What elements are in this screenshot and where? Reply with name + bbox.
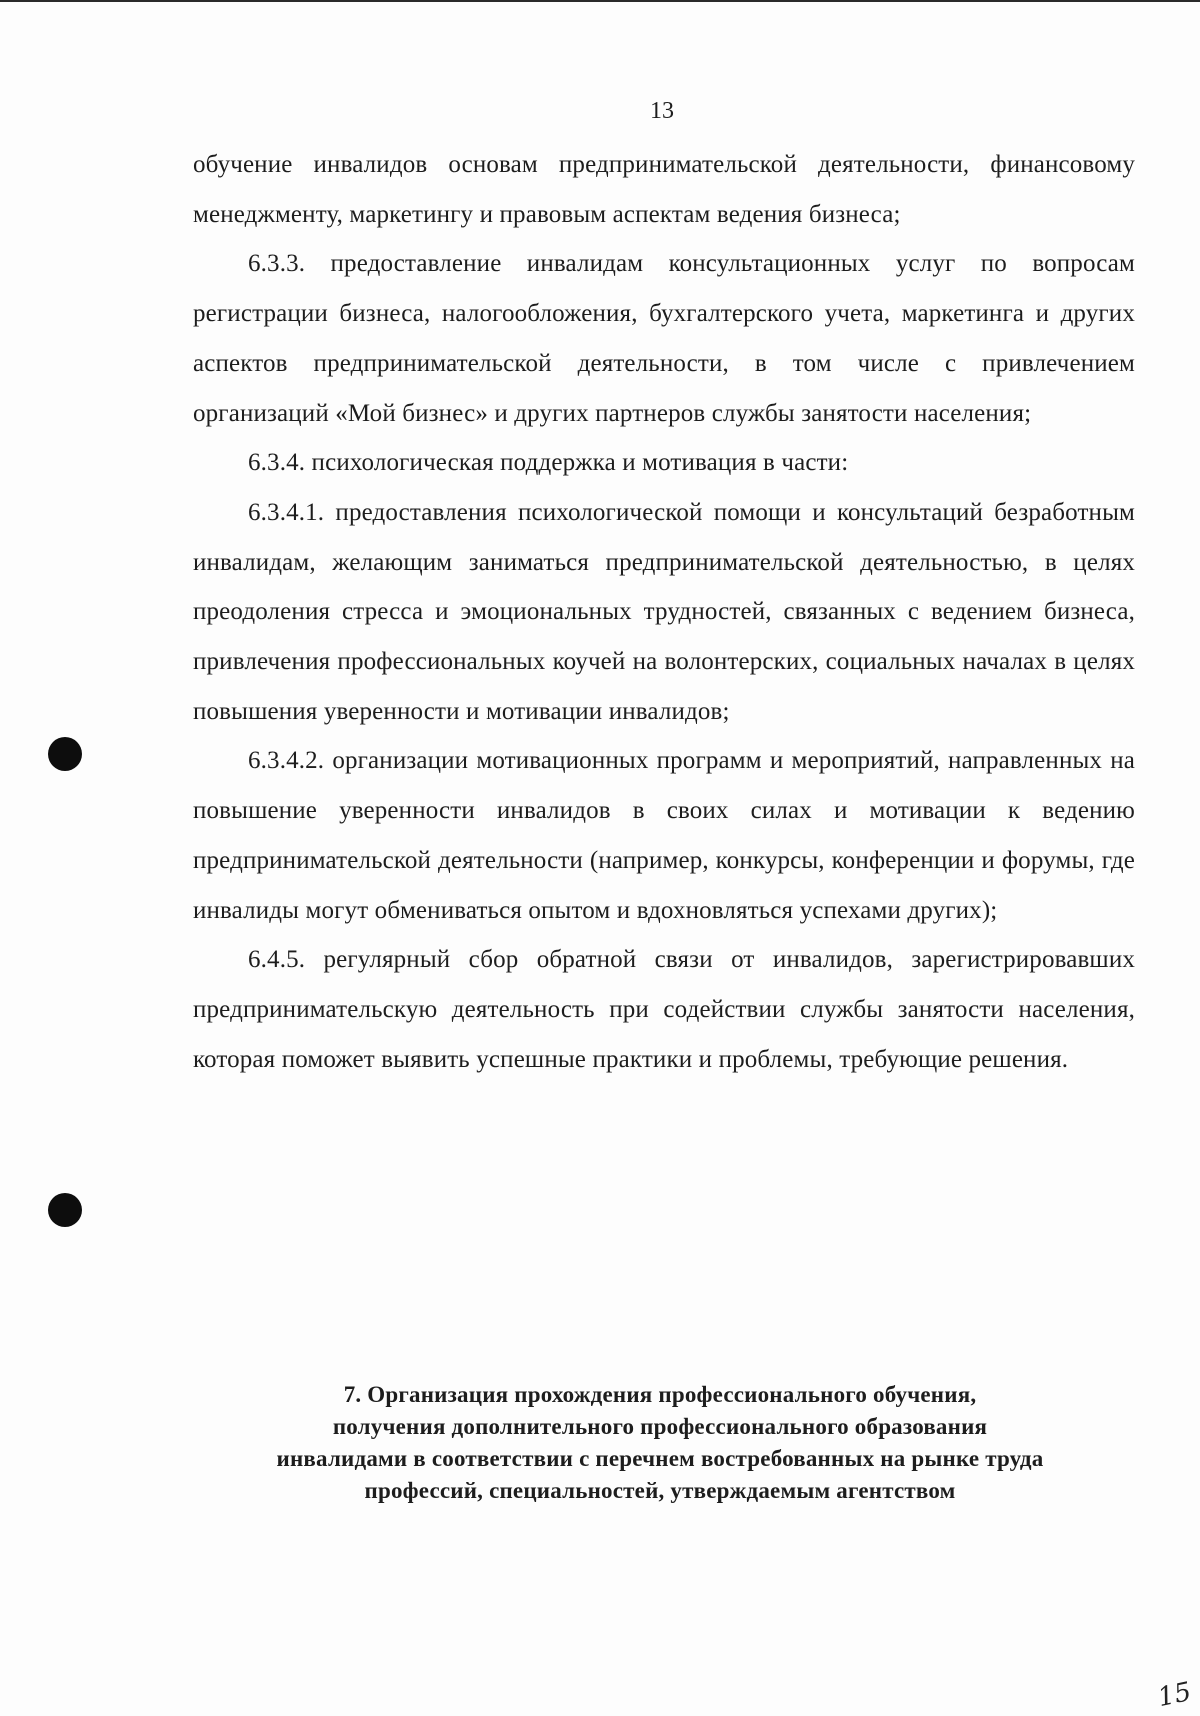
paragraph-6-3-3: 6.3.3. предоставление инвалидам консультационных услуг по вопросам регистрации бизнеса, налогообложения, бухгалтерского учета, маркетинга и других аспектов предпринимательской деятельности, в том числе с привлечением организаций «Мой бизнес» и других партнеров службы занятости населения; [193,250,1135,427]
punch-hole-mark [48,737,82,771]
paragraph-6-4-5: 6.4.5. регулярный сбор обратной связи от инвалидов, зарегистрировавших предпринимательскую деятельность при содействии службы занятости населения, которая поможет выявить успешные практики и проблемы, требующие решения. [193,946,1135,1073]
punch-hole-mark [48,1193,82,1227]
section-heading-line: получения дополнительного профессионального образования [332,1414,988,1439]
paragraph-6-3-4-2: 6.3.4.2. организации мотивационных программ и мероприятий, направленных на повышение уверенности инвалидов в своих силах и мотивации к ведению предпринимательской деятельности (например, конкурсы, конференции и форумы, где инвалиды могут обмениваться опытом и вдохновляться успехами других); [193,747,1135,924]
section-heading-line: профессий, специальностей, утверждаемым агентством [364,1478,956,1503]
section-heading [180,1379,1140,1507]
section-heading-line: инвалидами в соответствии с перечнем востребованных на рынке труда [276,1446,1044,1471]
handwritten-page-number: 15 [1155,1676,1194,1714]
body-text [193,140,1135,1084]
paragraph-6-3-4: 6.3.4. психологическая поддержка и мотивация в части: [248,449,849,477]
page-number: 13 [650,98,674,124]
section-heading-line: 7. Организация прохождения профессионального обучения, [343,1382,977,1407]
paragraph-6-3-4-1: 6.3.4.1. предоставления психологической помощи и консультаций безработным инвалидам, желающим заниматься предпринимательской деятельностью, в целях преодоления стресса и эмоциональных трудностей, связанных с ведением бизнеса, привлечения профессиональных коучей на волонтерских, социальных началах в целях повышения уверенности и мотивации инвалидов; [193,498,1135,725]
paragraph-continuation: обучение инвалидов основам предпринимательской деятельности, финансовому менеджменту, маркетингу и правовым аспектам ведения бизнеса; [193,151,1135,228]
page-top-edge [0,0,1200,2]
